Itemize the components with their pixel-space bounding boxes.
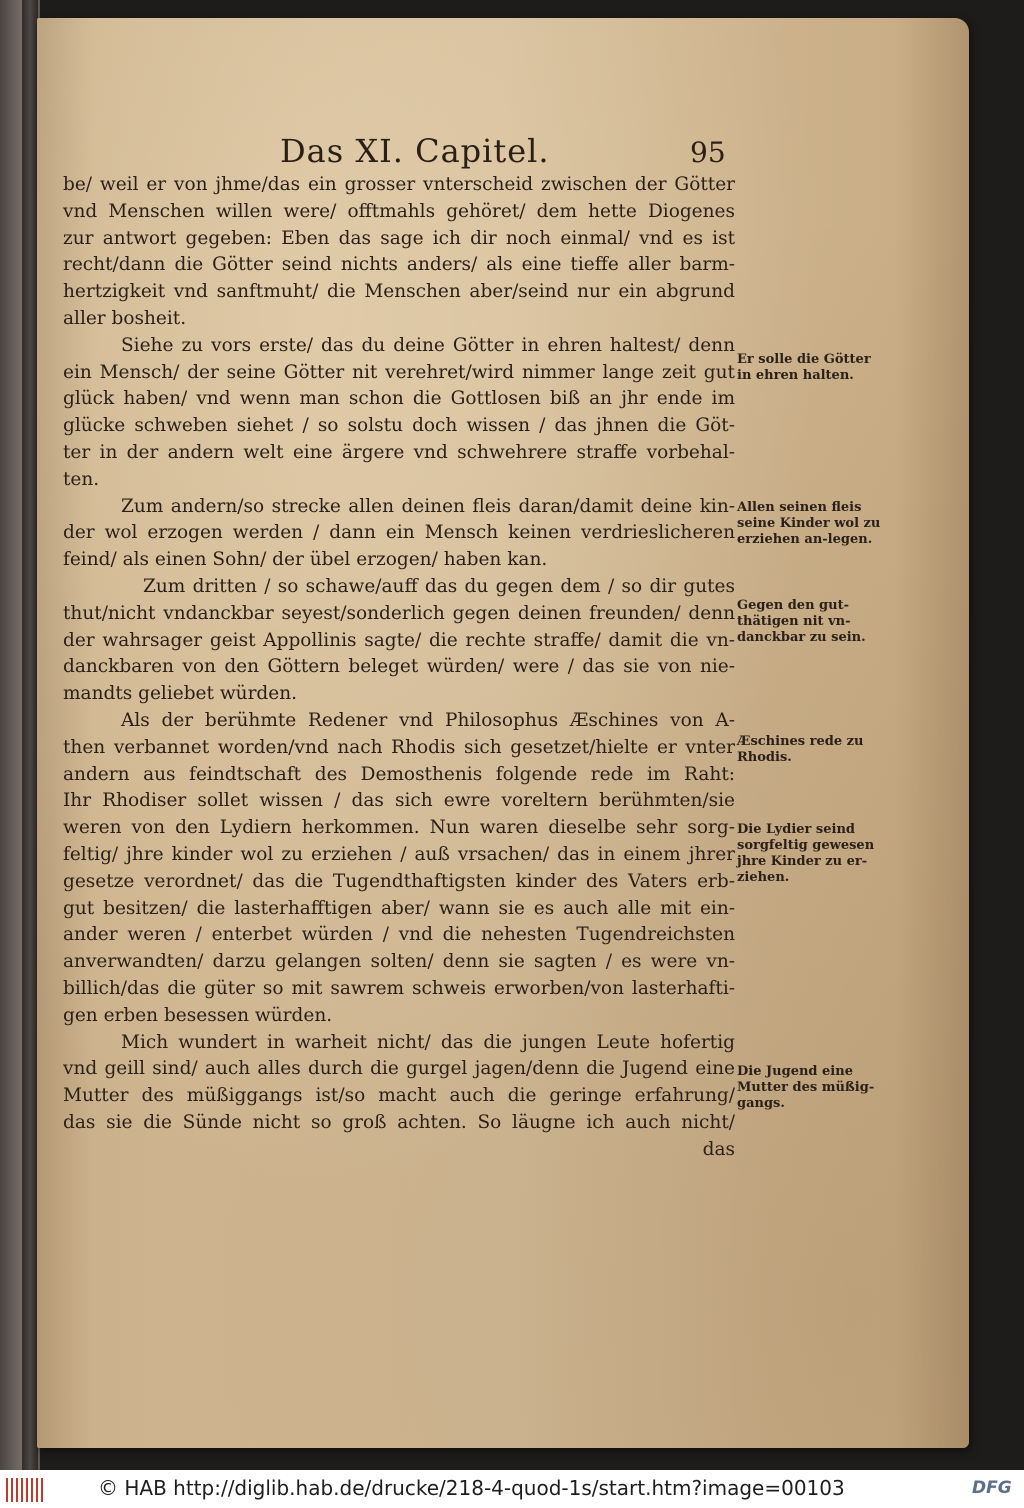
margin-note: Die Jugend eine Mutter des müßig-gangs. [737, 1064, 875, 1111]
text-line: billich/das die güter so mit sawrem schweis erworben/von lasterhafti- [63, 977, 735, 999]
text-line: Siehe zu vors erste/ das du deine Götter in ehren haltest/ denn [121, 334, 735, 356]
running-head [0, 132, 1024, 172]
catchword: das [702, 1138, 735, 1160]
footer-bar [0, 1470, 1024, 1508]
text-line: mandts geliebet würden. [63, 683, 297, 705]
text-line: danckbaren von den Göttern beleget würden/ were / das sie von nie- [63, 656, 735, 678]
text-line: Als der berühmte Redener vnd Philosophus Æschines von A- [121, 709, 735, 731]
margin-note: Er solle die Götter in ehren halten. [737, 352, 871, 383]
text-line: ter in der andern welt eine ärgere vnd schwehrere straffe vorbehal- [63, 441, 735, 463]
text-line: feltig/ jhre kinder wol zu erziehen / auß vrsachen/ das in einem jhrer [63, 843, 735, 865]
text-line: gesetze verordnet/ das die Tugendthaftigsten kinder des Vaters erb- [63, 870, 735, 892]
text-line: anverwandten/ darzu gelangen solten/ denn sie sagten / es were vn- [63, 951, 735, 973]
text-line: glück haben/ vnd wenn man schon die Gottlosen biß an jhr ende im [63, 388, 735, 410]
text-line: der wol erzogen werden / dann ein Mensch keinen verdrieslicheren [63, 522, 735, 544]
body-text [63, 172, 735, 1163]
page-number: 95 [690, 136, 726, 169]
text-line: das sie die Sünde nicht so groß achten. So läugne ich auch nicht/ [63, 1111, 735, 1133]
text-line: andern aus feindtschaft des Demosthenis folgende rede im Raht: [63, 763, 735, 785]
chapter-title: Das XI. Capitel. [280, 132, 550, 170]
margin-note: Allen seinen fleis seine Kinder wol zu erziehen an-legen. [737, 500, 881, 547]
book-binding [22, 0, 38, 1470]
margin-note: Æschines rede zu Rhodis. [737, 734, 864, 765]
margin-note: Gegen den gut-thätigen nit vn-danckbar zu sein. [737, 598, 866, 645]
margin-note: Die Lydier seind sorgfeltig gewesen jhre Kinder zu er-ziehen. [737, 822, 875, 885]
text-line: be/ weil er von jhme/das ein grosser vnterscheid zwischen der Götter [63, 174, 735, 195]
text-line: vnd geill sind/ auch alles durch die gurgel jagen/denn die Jugend eine [63, 1058, 735, 1080]
text-line: der wahrsager geist Appollinis sagte/ die rechte straffe/ damit die vn- [63, 629, 735, 651]
text-line: ten. [63, 468, 100, 490]
text-line: zur antwort gegeben: Eben das sage ich dir noch einmal/ vnd es ist [63, 227, 735, 249]
text-line: feind/ als einen Sohn/ der übel erzogen/ haben kan. [63, 549, 548, 571]
text-line: then verbannet worden/vnd nach Rhodis sich gesetzet/hielte er vnter [63, 736, 735, 758]
text-line: Mutter des müßiggangs ist/so macht auch die geringe erfahrung/ [63, 1085, 735, 1107]
text-line: recht/dann die Götter seind nichts anders/ als eine tieffe aller barm- [63, 254, 735, 276]
text-line: ander weren / enterbet würden / vnd die nehesten Tugendreichsten [63, 924, 735, 946]
text-line: hertzigkeit vnd sanftmuht/ die Menschen aber/seind nur ein abgrund [63, 281, 735, 303]
text-line: weren von den Lydiern herkommen. Nun waren dieselbe sehr sorg- [63, 817, 735, 839]
hab-logo-icon [4, 1476, 46, 1504]
text-line: Zum dritten / so schawe/auff das du gegen dem / so dir gutes [143, 575, 735, 597]
source-link[interactable]: © HAB http://diglib.hab.de/drucke/218-4-quod-1s/start.htm?image=00103 [98, 1476, 845, 1500]
text-line: vnd Menschen willen were/ offtmahls gehöret/ dem hette Diogenes [63, 200, 735, 222]
text-line: aller bosheit. [63, 307, 187, 329]
text-line: Mich wundert in warheit nicht/ das die jungen Leute hofertig [121, 1031, 735, 1053]
text-line: thut/nicht vndanckbar seyest/sonderlich gegen deinen freunden/ denn [63, 602, 735, 624]
dfg-logo: DFG [972, 1478, 1012, 1498]
text-line: gut besitzen/ die lasterhafftigen aber/ wann sie es auch alle mit ein- [63, 897, 735, 919]
text-line: Ihr Rhodiser sollet wissen / das sich ewre voreltern berühmten/sie [63, 790, 735, 812]
text-line: ein Mensch/ der seine Götter nit verehret/wird nimmer lange zeit gut [63, 361, 735, 383]
text-line: gen erben besessen würden. [63, 1004, 333, 1026]
text-line: Zum andern/so strecke allen deinen fleis daran/damit deine kin- [121, 495, 735, 517]
text-line: glücke schweben siehet / so solstu doch wissen / das jhnen die Göt- [63, 415, 735, 437]
